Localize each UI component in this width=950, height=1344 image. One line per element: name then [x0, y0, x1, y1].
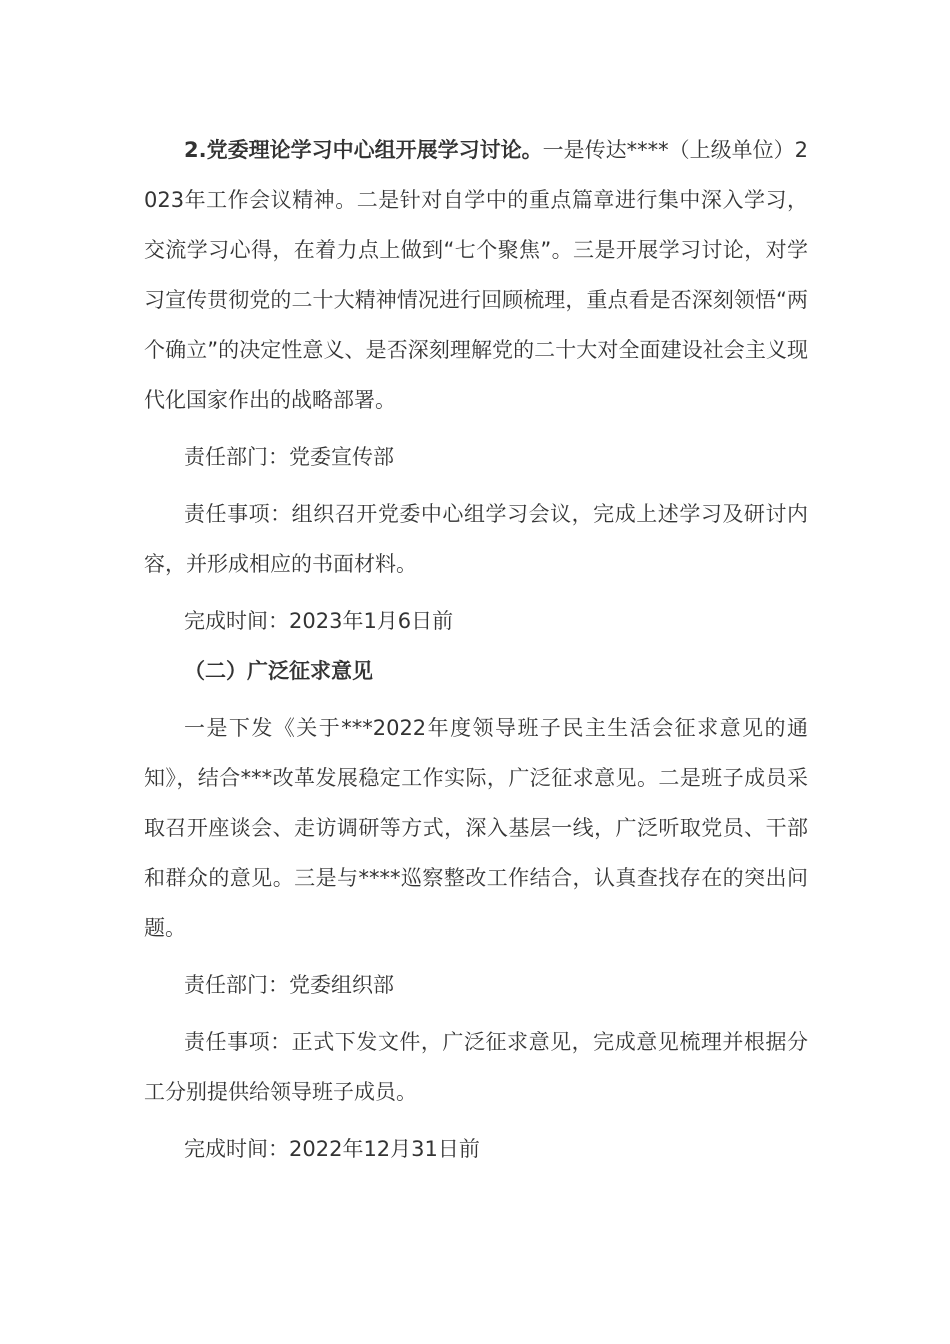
- section-er-body: 一是下发《关于***2022年度领导班子民主生活会征求意见的通知》，结合***改革发展稳定工作实际，广泛征求意见。二是班子成员采取召开座谈会、走访调研等方式，深入基层一线，广泛听取党员、干部和群众的意见。三是与****巡察整改工作结合，认真查找存在的突出问题。: [144, 716, 808, 940]
- section-2-body: 一是传达****（上级单位）2023年工作会议精神。二是针对自学中的重点篇章进行集中深入学习，交流学习心得，在着力点上做到“七个聚焦”。三是开展学习讨论，对学习宣传贯彻党的二十大精神情况进行回顾梳理，重点看是否深刻领悟“两个确立”的决定性意义、是否深刻理解党的二十大对全面建设社会主义现代化国家作出的战略部署。: [144, 138, 808, 412]
- section-2-matter: 责任事项：组织召开党委中心组学习会议，完成上述学习及研讨内容，并形成相应的书面材料。: [144, 502, 808, 576]
- section-2-deadline: 完成时间：2023年1月6日前: [184, 609, 454, 633]
- section-2-title: 2.党委理论学习中心组开展学习讨论。: [184, 138, 543, 162]
- section-er-deadline: 完成时间：2022年12月31日前: [184, 1137, 480, 1161]
- section-er-department: 责任部门：党委组织部: [184, 973, 394, 997]
- section-2-department: 责任部门：党委宣传部: [184, 445, 394, 469]
- document-page: [144, 125, 808, 1174]
- section-2-paragraph: [144, 125, 808, 425]
- section-er-matter: 责任事项：正式下发文件，广泛征求意见，完成意见梳理并根据分工分别提供给领导班子成员。: [144, 1030, 808, 1104]
- section-er-heading: （二）广泛征求意见: [184, 659, 373, 683]
